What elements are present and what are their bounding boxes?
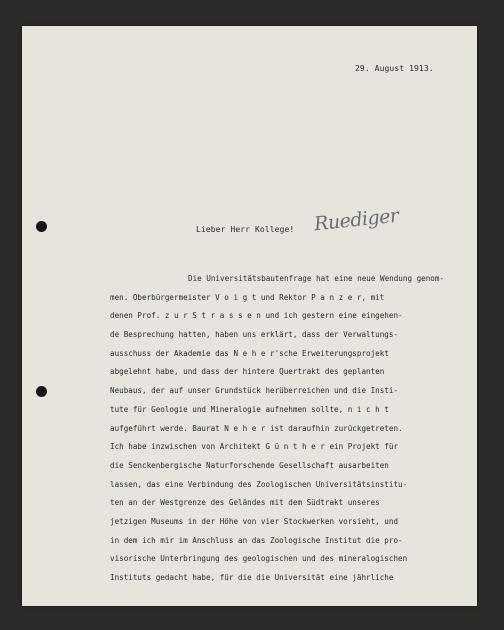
handwritten-signature: Ruediger: [313, 204, 400, 236]
letter-body-line: visorische Unterbringung des geologischen und des mineralogischen: [110, 554, 408, 564]
letter-body-line: de Besprechung hatten, haben uns erklärt, dass der Verwaltungs-: [110, 330, 399, 340]
letter-body-line: men. Oberbürgermeister V o i g t und Rektor P a n z e r, mit: [110, 292, 385, 302]
letter-body-line: Neubaus, der auf unser Grundstück herüberreichen und die Insti-: [110, 386, 399, 396]
letter-body-line: denen Prof. z u r S t r a s s e n und ich gestern eine eingehen-: [110, 311, 403, 321]
punch-hole-bottom: [36, 386, 47, 397]
letter-date: 29. August 1913.: [355, 64, 434, 73]
punch-hole-top: [36, 221, 47, 232]
letter-body-line: Instituts gedacht habe, für die die Universität eine jährliche: [110, 573, 394, 582]
letter-body-line: ten an der Westgrenze des Geländes mit dem Südtrakt unseres: [110, 498, 380, 508]
letter-page: [22, 26, 477, 606]
letter-body-line: die Senckenbergische Naturforschende Gesellschaft ausarbeiten: [110, 460, 389, 470]
letter-body-line: jetzigen Museums in der Höhe von vier Stockwerken vorsieht, und: [110, 516, 399, 526]
letter-body-line: aufgeführt werde. Baurat N e h e r ist daraufhin zurückgetreten.: [110, 423, 403, 433]
letter-body-line: Ich habe inzwischen von Architekt G ü n t h e r ein Projekt für: [110, 442, 399, 452]
letter-body-line: lassen, das eine Verbindung des Zoologischen Universitätsinstitu-: [110, 479, 408, 489]
letter-body-line: ausschuss der Akademie das N e h e r'sche Erweiterungsprojekt: [110, 348, 389, 358]
letter-body: [110, 270, 470, 588]
letter-body-line: Die Universitätsbautenfrage hat eine neue Wendung genom-: [188, 274, 445, 283]
letter-body-line: abgelehnt habe, und dass der hintere Quertrakt des geplanten: [110, 367, 385, 377]
letter-salutation: Lieber Herr Kollege!: [196, 225, 295, 234]
letter-body-line: in dem ich mir im Anschluss an das Zoologische Institut die pro-: [110, 535, 403, 545]
letter-body-line: tute für Geologie und Mineralogie aufnehmen sollte, n i c h t: [110, 404, 389, 414]
